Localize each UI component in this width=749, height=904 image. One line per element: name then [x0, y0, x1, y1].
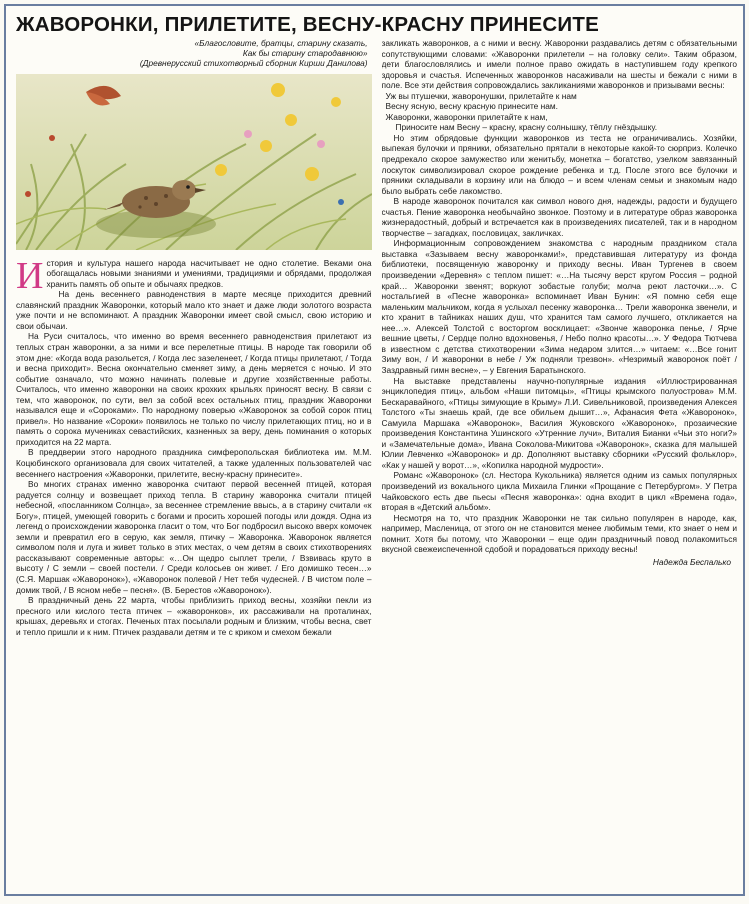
- epigraph-line: Как бы старину стародавнюю»: [242, 48, 368, 59]
- article-paragraph: В народе жаворонок почитался как символ нового дня, надежды, радости и будущего счастья. Пение жаворонка необычайно звонкое. Поэтому и в литературе образ жаворонка жизнерадостный, добрый и встречается как в произведениях писателей, так и в народном творчестве – загадках, пословицах, закличках.: [381, 196, 737, 238]
- article-paragraph: Во многих странах именно жаворонка считают первой весенней птицей, которая радуется солнцу и возвещает приход тепла. В старину жаворонка считали птицей небесной, «посланником Солнца», за весеннее стремление ввысь, а в старину считали «к Богу», птицей, умеющей говорить с богами и просить хорошей погоды или дождя. Одна из легенд о происхождении жаворонка гласит о том, что Бог подбросил высоко вверх комочек земли и превратил его в серую, как земля, птичку – Жаворонка. Жаворонок является символом поля и луга и живет только в этих местах, о чем детям в своих стихотворениях рассказывают современные авторы: «…Он щедро сыплет трели, / Взвивась круто в высоту / С земли – своей постели. / Среди колосьев он живет. / Его домишко тесен…» (С.Я. Маршак «Жаворонок»), «Жаворонок полевой / Нет тебя чудесней. / В чистом поле – домик твой, / В ясном небе – песня». (В. Берестов «Жаворонок»).: [16, 479, 372, 595]
- article-paragraph: В праздничный день 22 марта, чтобы приблизить приход весны, хозяйки пекли из пресного или кислого теста птичек – «жаворонков», их рассаживали на проталинах, крышах, деревьях и стогах. Печеных птах посылали родным и близким, чтобы весна, свет и тепло пришли и к ним. Птичек раздавали детям и те с криком и смехом бежали: [16, 595, 372, 637]
- folk-poem: [386, 91, 738, 133]
- poem-line: Весну ясную, весну красную принесите нам.: [385, 101, 558, 112]
- left-column: [16, 38, 372, 890]
- article-paragraph: В преддверии этого народного праздника симферопольская библиотека им. М.М. Коцюбинского организовала для своих читателей, а также удаленных пользователей час весеннего настроения «Жаворонки, прилетите, весну-красну принесите».: [16, 447, 372, 479]
- epigraph-source: (Древнерусский стихотворный сборник Кирши Данилова): [139, 58, 368, 69]
- epigraph: [16, 38, 372, 69]
- poem-line: Уж вы птушечки, жаворонушки, прилетайте к нам: [385, 90, 577, 101]
- article-paragraph: Романс «Жаворонок» (сл. Нестора Кукольника) является одним из самых популярных произведений из вокального цикла Михаила Глинки «Прощание с Петербургом». У Петра Чайковского есть две пьесы «Песня жаворонка»: одна входит в цикл «Времена года», вторая в «Детский альбом».: [381, 470, 737, 513]
- lead-paragraph: [16, 254, 372, 297]
- article-paragraph: На день весеннего равноденствия в марте месяце приходится древний славянский праздник Жаворонки, который мало кто знает и даже люди золотого возраста уже почти и не вспоминают. А праздник Жаворонки имеет свой смысл, свою историю и свои обычаи.: [16, 289, 372, 331]
- author-signature: Надежда Беспалько: [652, 556, 731, 567]
- article-paragraph: Несмотря на то, что праздник Жаворонки не так сильно популярен в народе, как, например, Масленица, от этого он не становится менее любимым теми, кто знает о нем и помнит. Хотя бы потому, что Жаворонки – еще один праздничный повод полакомиться вкусной свежеиспеченной сдобой и порадоваться приходу весны!: [381, 512, 737, 555]
- article-paragraph: Информационным сопровождением знакомства с народным праздником стала выставка «Зазываем весну жаворонками!», представившая литературу из фонда библиотеки, посвященную жаворонку и приходу весны. Иван Тургенев в своем произведении «Деревня» с теплом пишет: «…На тысячу верст кругом Россия – родной край… Жаворонки звенят; воркуют зобастые голуби; молча реют ласточки…». С ностальгией в «Песне жаворонка» вспоминает Иван Бунин: «Я помню себя еще маленьким мальчиком, когда я услыхал песенку жаворонка… Трели жаворонка звенели, и кто хранит в тайниках наших душ, что хранится там самого лучшего, откликается на нее…». Алексей Толстой с восторгом восклицает: «Звонче жаворонка пенье, / Ярче вешние цветы, / Сердце полно вдохновенья, / Небо полно красоты…». У Федора Тютчева в известном с детства стихотворении «Зима недаром злится…» читаем: «…Все гонит Зиму вон, / И жаворонки в небе / Уж подняли трезвон». «Незримый жаворонок поёт / Заздравный гимн весне», – у Евгения Баратынского.: [381, 238, 737, 375]
- poem-line: Приносите нам Весну – красну, красну солнышку, тёплу гнёздышку.: [395, 122, 658, 133]
- lead-text: стория и культура нашего народа насчитывает не одно столетие. Веками она обогащалась новыми знаниями и умениями, традициями и обрядами, продолжая хранить память об опыте и обычаях предков.: [46, 257, 372, 289]
- drop-cap: И: [16, 254, 44, 297]
- article-paragraph: На Руси считалось, что именно во время весеннего равноденствия прилетают из теплых стран жаворонки, а за ними и все перелетные птицы. В народе так говорили об этом дне: «Когда вода разольется, / Когда лес зазеленеет, / Когда птицы прилетают, / Тогда и весна приходит». Весна окончательно сменяет зиму, а день меряется с ночью. И это событие означало, что можно начинать полевые и другие хозяйственные работы. Считалось, что именно жаворонки на своих крохких крыльях приносят весну. В связи с тем, что жаворонок, по сути, вел за собой всех остальных птиц, праздник Жаворонки назывался еще и «Сороками». По народному поверью «Жаворонок за собой сорок птиц привел». Но название «Сороки» появилось не только по числу прилетающих птиц, но и в память о сорока мучениках севастийских, казненных за веру, день поминания о которых приходится на 22 марта.: [16, 331, 372, 447]
- article-columns: [16, 38, 737, 890]
- headline: ЖАВОРОНКИ, ПРИЛЕТИТЕ, ВЕСНУ-КРАСНУ ПРИНЕСИТЕ: [16, 13, 599, 36]
- newspaper-page: [4, 4, 745, 896]
- epigraph-line: «Благословите, братцы, старину сказать,: [194, 38, 368, 48]
- lark-illustration: [16, 74, 372, 250]
- article-paragraph: На выставке представлены научно-популярные издания «Иллюстрированная энциклопедия птиц», альбом «Наши питомцы», «Птицы крымского полуострова» М.М. Бескаравайного, «Птицы зимующие в Крыму» Л.И. Сивельниковой, произведения Алексея Толстого «Ты знаешь край, где все обильем дышит…», Афанасия Фета «Жаворонок», Самуила Маршака «Жаворонок», Василия Жуковского «Жаворонок», прозаические произведения Константина Ушинского «Утренние лучи», Виталия Бианки «Чьи это ноги?» и «Замечательные дома», Ивана Соколова-Микитова «Жаворонок», сказка для малышей Юлии Левченко «Жаворонок» и др. Дополняют выставку сборники «Русский фольклор», «Как у нашей у ворот…», «Копилка народной мудрости».: [381, 375, 737, 470]
- right-column: [382, 38, 738, 890]
- article-paragraph: Но этим обрядовые функции жаворонков из теста не ограничивались. Хозяйки, выпекая булочки и пряники, обязательно прятали в некоторые какой-то сюрприз. Колечко предрекало скорое замужество или женитьбу, монетка – богатство, узелком завязанный лоскуток символизировал скорое рождение ребенка и т.д. После этого все булочки и пряники складывали в корзину или на блюдо – и всем членам семьи и знакомым надо было выбрать себе лакомство.: [381, 132, 737, 196]
- continued-paragraph: закликать жаворонков, а с ними и весну. Жаворонки раздавались детям с обязательными сопутствующими словами: «Жаворонки прилетели – на головку сели». Таким образом, дети благословлялись и имели полное право ожидать в наступившем году крепкого здоровья и счастья. Испеченных жаворонков насаживали на шесты и бежали с ними в поле. Все эти действия сопровождались закликаниями жаворонков и призывами весны:: [381, 38, 737, 91]
- lark-in-grass-image: [16, 74, 372, 250]
- poem-line: Жаворонки, жаворонки прилетайте к нам,: [385, 111, 548, 122]
